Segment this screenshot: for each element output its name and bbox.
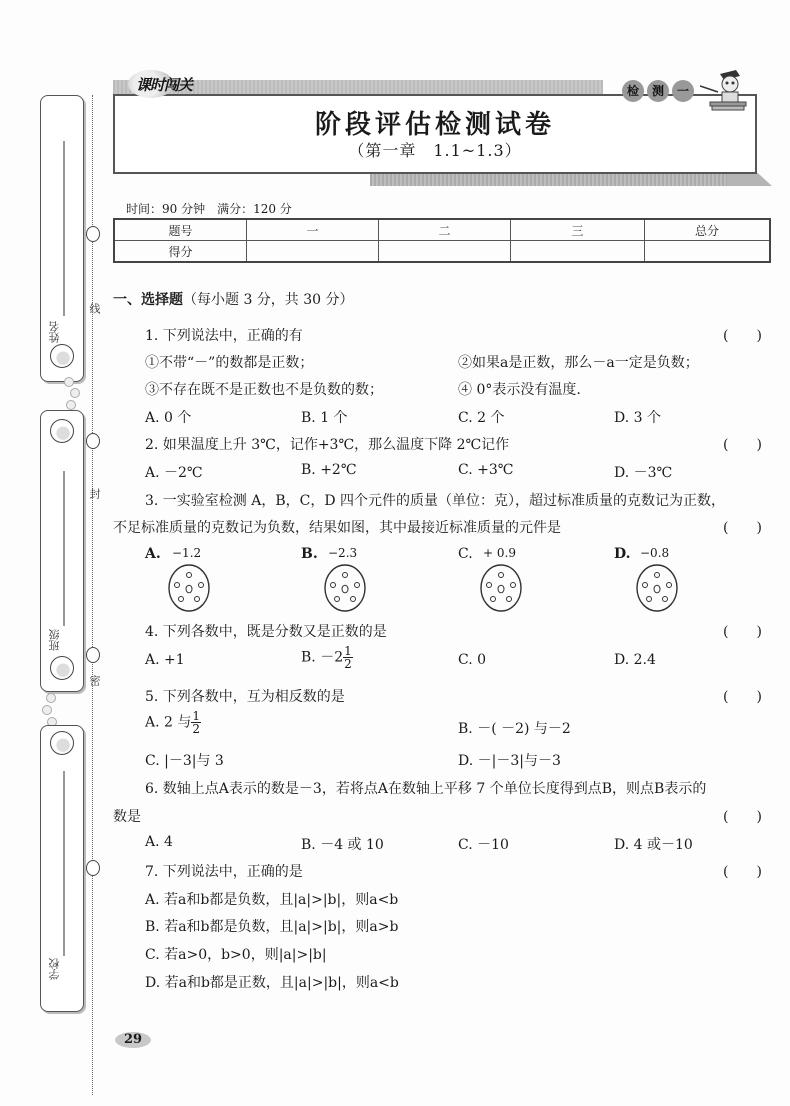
question-2-stem: 2. 如果温度上升 3℃，记作+3℃，那么温度下降 2℃记作: [145, 437, 510, 453]
option-b[interactable]: [301, 645, 353, 670]
question-4-stem: 4. 下列各数中，既是分数又是正数的是: [145, 624, 387, 640]
binding-box-class: [40, 410, 84, 692]
component-disk-icon: [635, 563, 679, 613]
bead-icon: [64, 377, 74, 387]
component-b-value: −2.3: [328, 546, 358, 560]
exam-info: 时间：90 分钟 满分：120 分: [126, 202, 292, 216]
page-title: 阶段评估检测试卷: [314, 110, 555, 140]
binding-box-school: [40, 725, 84, 1012]
seal-char-line: 线: [88, 303, 101, 314]
question-3-stem: 3. 一实验室检测 A，B，C，D 四个元件的质量（单位：克），超过标准质量的克数记为正数，: [145, 493, 726, 509]
school-write-line: [63, 771, 65, 956]
answer-bracket[interactable]: ( ): [723, 864, 762, 880]
question-6-stem: 6. 数轴上点A表示的数是－3，若将点A在数轴上平移 7 个单位长度得到点B，则点B表示的: [145, 781, 707, 797]
q1-statement: ④ 0°表示没有温度.: [458, 382, 581, 398]
question-6-stem-cont: 数是: [113, 809, 141, 825]
binding-label-class: 班级: [48, 629, 61, 651]
option-c[interactable]: C. +3℃: [458, 462, 514, 478]
answer-bracket[interactable]: ( ): [723, 624, 762, 640]
option-c[interactable]: C. |－3|与 3: [145, 753, 224, 769]
question-5-stem: 5. 下列各数中，互为相反数的是: [145, 689, 345, 705]
answer-bracket[interactable]: ( ): [723, 437, 762, 453]
option-b[interactable]: B. 若a和b都是负数，且|a|>|b|，则a>b: [145, 919, 399, 935]
binding-label-school: 学校: [48, 958, 61, 980]
component-disk-icon: [323, 563, 367, 613]
binding-hole: [86, 226, 100, 242]
series-logo: 课时闯关: [136, 76, 193, 94]
ring-icon: [50, 656, 74, 680]
option-b[interactable]: B.: [301, 546, 318, 562]
table-cell: 得分: [114, 241, 247, 263]
option-d[interactable]: D. 若a和b都是正数，且|a|>|b|，则a<b: [145, 975, 399, 991]
badge-char: 一: [672, 80, 694, 102]
component-a-value: −1.2: [172, 546, 202, 560]
option-b-text: B. －2: [301, 649, 344, 666]
option-a[interactable]: A. －2℃: [145, 465, 203, 481]
binding-dotted-line: [92, 95, 93, 1095]
option-c[interactable]: C.: [458, 546, 473, 562]
option-d[interactable]: D.: [614, 546, 631, 562]
class-write-line: [63, 471, 65, 626]
option-b[interactable]: B. +2℃: [301, 462, 357, 478]
option-a[interactable]: [145, 710, 201, 735]
component-disk-icon: [479, 563, 523, 613]
table-cell: 题号: [114, 219, 247, 241]
bead-icon: [66, 400, 76, 410]
binding-hole: [86, 647, 100, 663]
binding-box-name: [40, 95, 84, 382]
answer-bracket[interactable]: ( ): [723, 809, 762, 825]
option-c[interactable]: C. 0: [458, 652, 487, 668]
name-write-line: [63, 141, 65, 316]
option-d[interactable]: D. 4 或－10: [614, 837, 693, 853]
section-title: 一、选择题: [113, 292, 183, 308]
component-disk-icon: [167, 563, 211, 613]
table-cell: 二: [379, 219, 511, 241]
option-d[interactable]: D. 3 个: [614, 410, 661, 426]
binding-hole: [86, 860, 100, 876]
fraction: [191, 710, 201, 735]
fraction: [343, 645, 353, 670]
bead-icon: [46, 693, 56, 703]
answer-bracket[interactable]: ( ): [723, 689, 762, 705]
option-b[interactable]: B. －4 或 10: [301, 837, 384, 853]
table-cell: 三: [511, 219, 645, 241]
fraction-denominator: 2: [344, 657, 352, 671]
option-d[interactable]: D. －|－3|与－3: [458, 753, 561, 769]
component-d-value: −0.8: [640, 546, 670, 560]
seal-char-secret: 密: [88, 675, 101, 686]
bead-icon: [70, 388, 80, 398]
q1-statement: ②如果a是正数，那么－a一定是负数；: [458, 355, 699, 371]
option-b[interactable]: B. －( －2) 与－2: [458, 721, 571, 737]
option-a[interactable]: A. 若a和b都是负数，且|a|>|b|，则a<b: [145, 892, 399, 908]
question-3-stem-cont: 不足标准质量的克数记为负数，结果如图，其中最接近标准质量的元件是: [113, 520, 561, 536]
answer-bracket[interactable]: ( ): [723, 520, 762, 536]
page-number: 29: [115, 1032, 151, 1048]
binding-hole: [86, 433, 100, 449]
badge-char: 测: [647, 80, 669, 102]
score-table-score-row: [114, 241, 770, 263]
ring-icon: [50, 344, 74, 368]
section-heading: [113, 289, 354, 309]
score-input-cell[interactable]: [247, 241, 379, 263]
table-cell: 一: [247, 219, 379, 241]
q1-statement: ③不存在既不是正数也不是负数的数；: [145, 382, 383, 398]
binding-label-name: 姓名: [48, 321, 61, 343]
option-a[interactable]: A. +1: [145, 652, 185, 668]
option-a[interactable]: A. 4: [145, 834, 173, 850]
option-c[interactable]: C. －10: [458, 837, 509, 853]
q1-statement: ①不带“－”的数都是正数；: [145, 355, 314, 371]
page-subtitle: （第一章 1.1~1.3）: [348, 141, 522, 160]
option-d[interactable]: D. 2.4: [614, 652, 656, 668]
question-7-stem: 7. 下列说法中，正确的是: [145, 864, 303, 880]
option-d[interactable]: D. －3℃: [614, 465, 673, 481]
seal-char-seal: 封: [88, 488, 101, 499]
score-input-cell[interactable]: [645, 241, 771, 263]
option-a-text: A. 2 与: [145, 714, 192, 731]
option-c[interactable]: C. 若a>0，b>0，则|a|>|b|: [145, 947, 327, 963]
section-note: （每小题 3 分，共 30 分）: [183, 292, 354, 308]
option-b[interactable]: B. 1 个: [301, 410, 348, 426]
option-c[interactable]: C. 2 个: [458, 410, 505, 426]
badge-char: 检: [622, 80, 644, 102]
option-a[interactable]: A.: [145, 546, 161, 562]
fraction-numerator: 1: [344, 644, 352, 658]
ring-icon: [50, 731, 74, 755]
fraction-denominator: 2: [192, 722, 201, 736]
bead-icon: [42, 705, 52, 715]
ring-icon: [50, 419, 74, 443]
question-1-stem: 1. 下列说法中，正确的有: [145, 328, 303, 344]
component-c-value: + 0.9: [483, 546, 516, 560]
option-a[interactable]: A. 0 个: [145, 410, 192, 426]
score-input-cell[interactable]: [511, 241, 645, 263]
table-cell: 总分: [645, 219, 771, 241]
score-input-cell[interactable]: [379, 241, 511, 263]
score-table-header-row: [114, 219, 770, 241]
fraction-numerator: 1: [192, 709, 201, 723]
score-table: [113, 218, 771, 263]
answer-bracket[interactable]: ( ): [723, 328, 762, 344]
